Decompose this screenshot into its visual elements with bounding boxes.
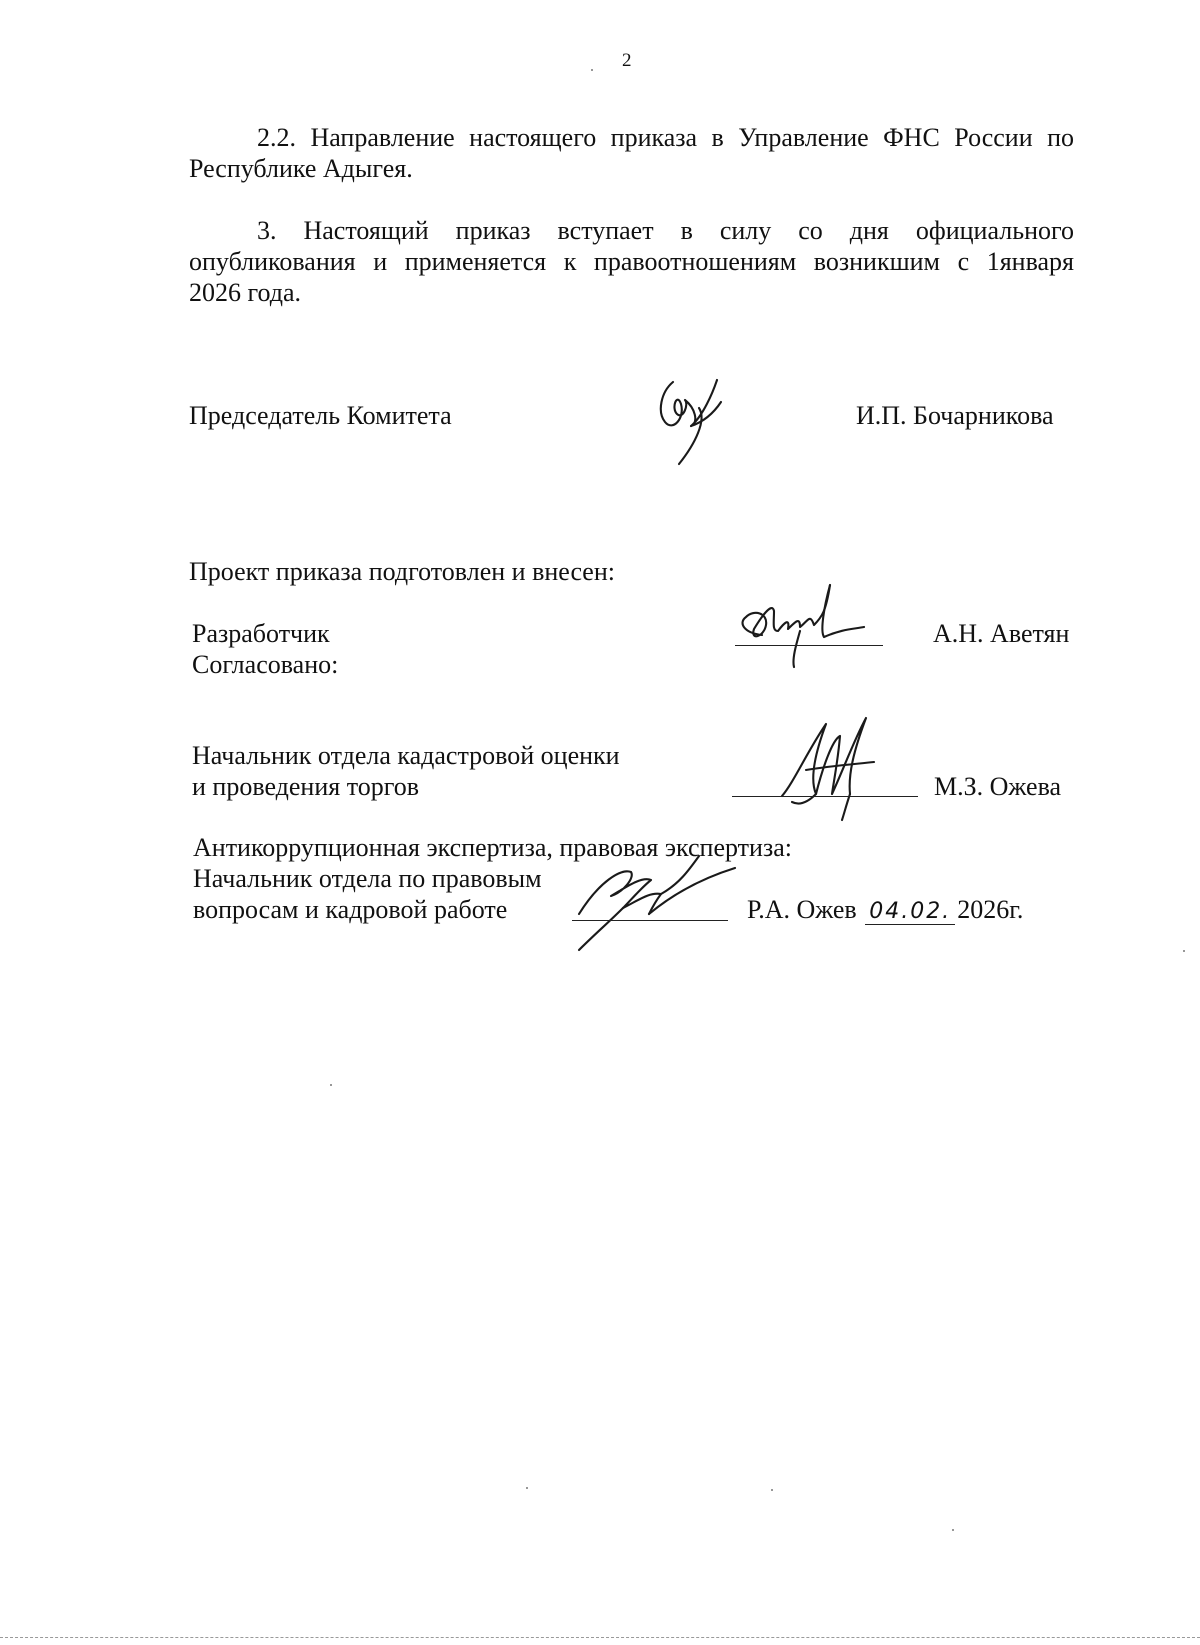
scan-speck (330, 1084, 332, 1086)
scan-speck (952, 1529, 954, 1531)
chair-name: И.П. Бочарникова (856, 401, 1054, 430)
developer-signature-line (735, 645, 883, 646)
paragraph-line: 2.2. Направление настоящего приказа в Управление ФНС России по (257, 123, 1074, 152)
legal-line-1: Антикоррупционная экспертиза, правовая экспертиза: (193, 833, 792, 862)
developer-name: А.Н. Аветян (933, 619, 1070, 648)
date-field (865, 898, 955, 925)
scan-edge-line (0, 1637, 1200, 1638)
scan-speck (1183, 950, 1185, 952)
paragraph-line: опубликования и применяется к правоотношениям возникшим с 1января (189, 247, 1074, 276)
legal-line-2: Начальник отдела по правовым (193, 864, 542, 893)
legal-signature-date (747, 894, 1023, 925)
page-number: 2 (622, 50, 632, 71)
legal-signature-line (572, 920, 728, 921)
cadastral-signature (770, 710, 890, 820)
legal-name: Р.А. Ожев (747, 895, 857, 924)
chair-signature (655, 378, 755, 468)
paragraph-2-2 (189, 122, 1074, 184)
developer-label: Разработчик (192, 619, 330, 648)
cadastral-signature-line (732, 796, 918, 797)
developer-signature (730, 583, 890, 673)
chair-title: Председатель Комитета (189, 401, 452, 430)
agreed-label: Согласовано: (192, 650, 339, 679)
paragraph-line: Республике Адыгея. (189, 154, 413, 183)
legal-signature (565, 848, 755, 958)
paragraph-3 (189, 215, 1074, 308)
handwritten-date: 04.02. (869, 899, 952, 924)
scan-speck (771, 1489, 773, 1491)
legal-line-3: вопросам и кадровой работе (193, 895, 508, 924)
paragraph-line: 2026 года. (189, 278, 302, 307)
cadastral-line-2: и проведения торгов (192, 772, 420, 801)
date-year: 2026г. (957, 895, 1024, 924)
project-heading: Проект приказа подготовлен и внесен: (189, 557, 615, 586)
paragraph-line: 3. Настоящий приказ вступает в силу со дня официального (257, 216, 1074, 245)
scan-speck (591, 69, 593, 71)
cadastral-name: М.З. Ожева (934, 772, 1062, 801)
scan-speck (526, 1487, 528, 1489)
cadastral-line-1: Начальник отдела кадастровой оценки (192, 741, 620, 770)
